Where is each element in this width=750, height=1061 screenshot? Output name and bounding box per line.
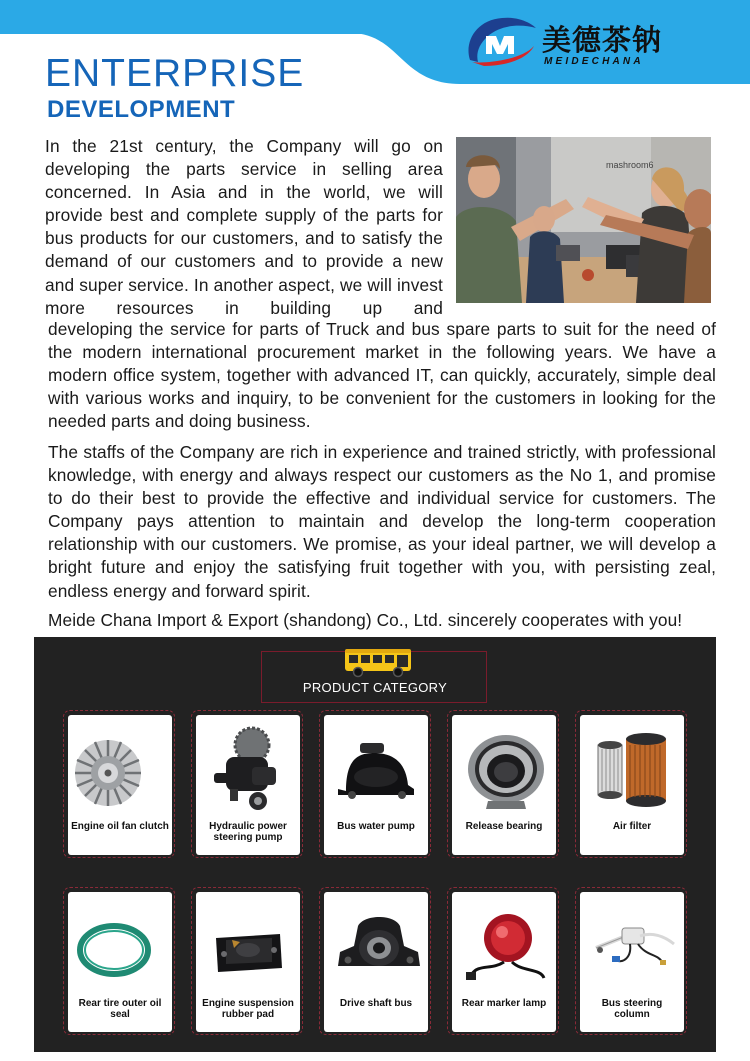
product-card[interactable] bbox=[63, 710, 175, 858]
product-card-body[interactable] bbox=[580, 715, 684, 855]
product-card[interactable] bbox=[575, 887, 687, 1035]
steering-pump-icon bbox=[196, 715, 300, 820]
product-card-body[interactable] bbox=[452, 892, 556, 1032]
product-card-body[interactable] bbox=[68, 892, 172, 1032]
page-subtitle: DEVELOPMENT bbox=[47, 96, 236, 123]
product-card[interactable] bbox=[447, 887, 559, 1035]
product-category-title bbox=[34, 680, 716, 695]
product-card[interactable] bbox=[319, 887, 431, 1035]
product-label: Rear tire outer oil seal bbox=[78, 998, 162, 1020]
bus-icon bbox=[340, 637, 416, 681]
closing-line: Meide Chana Import & Export (shandong) Co., Ltd. sincerely cooperates with you! bbox=[48, 610, 683, 630]
oil-seal-icon bbox=[68, 892, 172, 997]
product-label: Engine oil fan clutch bbox=[71, 821, 169, 832]
marker-lamp-icon bbox=[452, 892, 556, 997]
air-filter-icon bbox=[580, 715, 684, 820]
category-frame-bottom bbox=[261, 695, 487, 703]
product-card[interactable] bbox=[319, 710, 431, 858]
product-card[interactable] bbox=[447, 710, 559, 858]
team-photo bbox=[456, 137, 711, 303]
product-card-body[interactable] bbox=[580, 892, 684, 1032]
product-card[interactable] bbox=[63, 887, 175, 1035]
product-label: Engine suspension rubber pad bbox=[202, 998, 294, 1020]
water-pump-icon bbox=[324, 715, 428, 820]
office-sign-text: mashroom6 bbox=[606, 160, 654, 170]
team-high-five-image bbox=[456, 137, 711, 303]
product-card-body[interactable] bbox=[196, 715, 300, 855]
product-label: Drive shaft bus bbox=[339, 998, 413, 1009]
steering-column-icon bbox=[580, 892, 684, 997]
product-label: Release bearing bbox=[465, 821, 543, 832]
intro-paragraph: In the 21st century, the Company will go on developing the parts service in selling area concerned. In Asia and in the world, we will provide best and complete supply of the parts for bus products for our customers, and to satisfy the demand of our customers and to provide a new and super service. In another aspect, we will invest more resources in building up and bbox=[45, 136, 443, 318]
product-card[interactable] bbox=[191, 887, 303, 1035]
release-bearing-icon bbox=[452, 715, 556, 820]
product-label: Bus steering column bbox=[601, 998, 663, 1020]
product-label: Hydraulic power steering pump bbox=[209, 821, 287, 843]
staff-paragraph: The staffs of the Company are rich in experience and trained strictly, with professional knowledge, with energy and always respect our customers as the No 1, and promise to do their best to provide the effective and individual service for customers. The Company pays attention to maintain and develop the long-term cooperation relationship with our customers. We promise, as your ideal partner, we will develop a bright future and enjoy the satisfying fruit together with you, with persisting zeal, endless energy and forward spirit. bbox=[48, 442, 716, 601]
product-card-body[interactable] bbox=[68, 715, 172, 855]
company-logo bbox=[462, 12, 734, 70]
product-card-body[interactable] bbox=[324, 892, 428, 1032]
product-card-body[interactable] bbox=[324, 715, 428, 855]
product-category-title-text: PRODUCT CATEGORY bbox=[297, 680, 453, 695]
logo-mark-icon bbox=[462, 14, 538, 66]
product-label: Bus water pump bbox=[337, 821, 415, 832]
product-card-body[interactable] bbox=[196, 892, 300, 1032]
product-category-panel bbox=[34, 637, 716, 1052]
page-title: ENTERPRISE bbox=[45, 52, 305, 95]
product-label: Rear marker lamp bbox=[461, 998, 547, 1009]
product-card[interactable] bbox=[575, 710, 687, 858]
logo-english-name: MEIDECHANA bbox=[544, 56, 644, 67]
rubber-pad-icon bbox=[196, 892, 300, 997]
logo-chinese-name: 美德茶钠 bbox=[542, 23, 663, 57]
drive-shaft-icon bbox=[324, 892, 428, 997]
intro-continuation-paragraph: developing the service for parts of Truck and bus spare parts to suit for the need of the modern international procurement market in the following years. We have a modern office system, together with advanced IT, can quickly, accurately, simple deal with various works and inquiry, to be convenient for the customers in looking for the needed parts and doing business. bbox=[48, 319, 716, 432]
product-card-body[interactable] bbox=[452, 715, 556, 855]
fan-clutch-icon bbox=[68, 715, 172, 820]
product-label: Air filter bbox=[612, 821, 652, 832]
product-card[interactable] bbox=[191, 710, 303, 858]
